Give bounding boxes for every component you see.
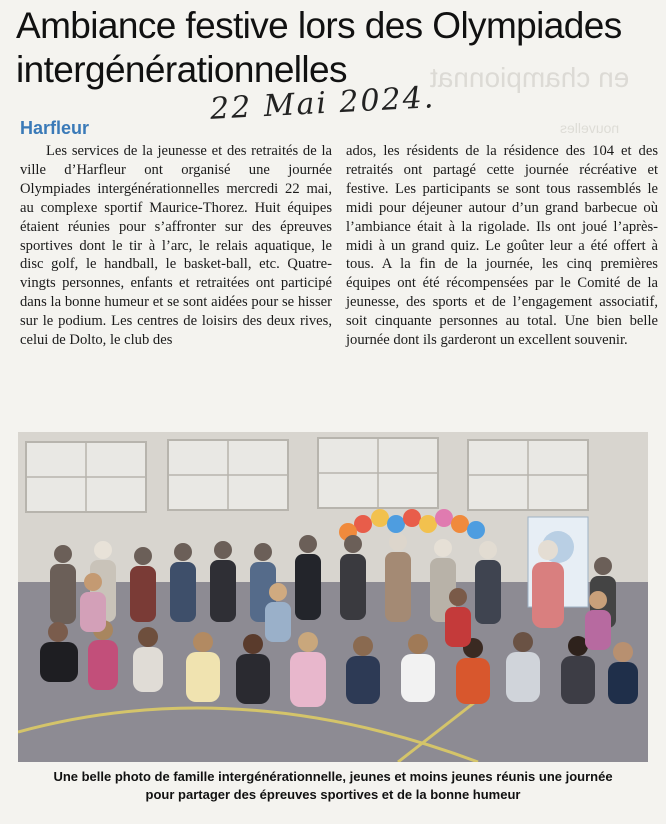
bleed-through-text: en championnat xyxy=(430,62,630,93)
group-photo-illustration xyxy=(18,432,648,762)
article-body-left: Les services de la jeunesse et des retraités de la ville d’Harfleur ont organisé une journée Olympiades intergénérationnelles mercredi 22 mai, au complexe sportif Maurice-Thorez. Huit équipes étaient réunies pour s’affronter sur des épreuves sportives dont le tir à l’arc, le relais aquatique, le disc golf, le handball, le basket-ball, etc. Quatre-vingts personnes, enfants et retraitées ont participé dans la bonne humeur et se sont aidées pour se hisser sur le podium. Les centres de loisirs des deux rives, celui de Dolto, le club des xyxy=(20,143,332,349)
photo-caption xyxy=(20,768,646,804)
caption-line-2: pour partager des épreuves sportives et de la bonne humeur xyxy=(145,787,521,802)
dateline: Harfleur xyxy=(20,118,90,138)
caption-line-1: Une belle photo de famille intergénérationnelle, jeunes et moins jeunes réunis une journée xyxy=(53,769,613,784)
headline-line-1: Ambiance festive lors des Olympiades xyxy=(16,5,622,46)
headline xyxy=(16,4,656,92)
handwritten-date: 22 Mai 2024. xyxy=(209,80,437,127)
article-body-right: ados, les résidents de la résidence des 104 et des retraités ont partagé cette journée récréative et festive. Les participants se sont tous rassemblés le midi pour déjeuner autour d’un grand barbecue où l’ambiance était à la rigolade. Ils ont joué l’après-midi à un grand quiz. Le goûter leur a été offert à tous. A la fin de la journée, les cinq premières équipes ont été récompensées par le Comité de la jeunesse, des sports et de l’engagement associatif, soit cinquante personnes au total. Une bien belle journée dont ils garderont un excellent souvenir. xyxy=(346,143,658,349)
bleed-through-text-small: nouvelles xyxy=(560,120,620,136)
group-photo xyxy=(18,432,648,762)
headline-line-2: intergénérationnelles xyxy=(16,49,347,90)
